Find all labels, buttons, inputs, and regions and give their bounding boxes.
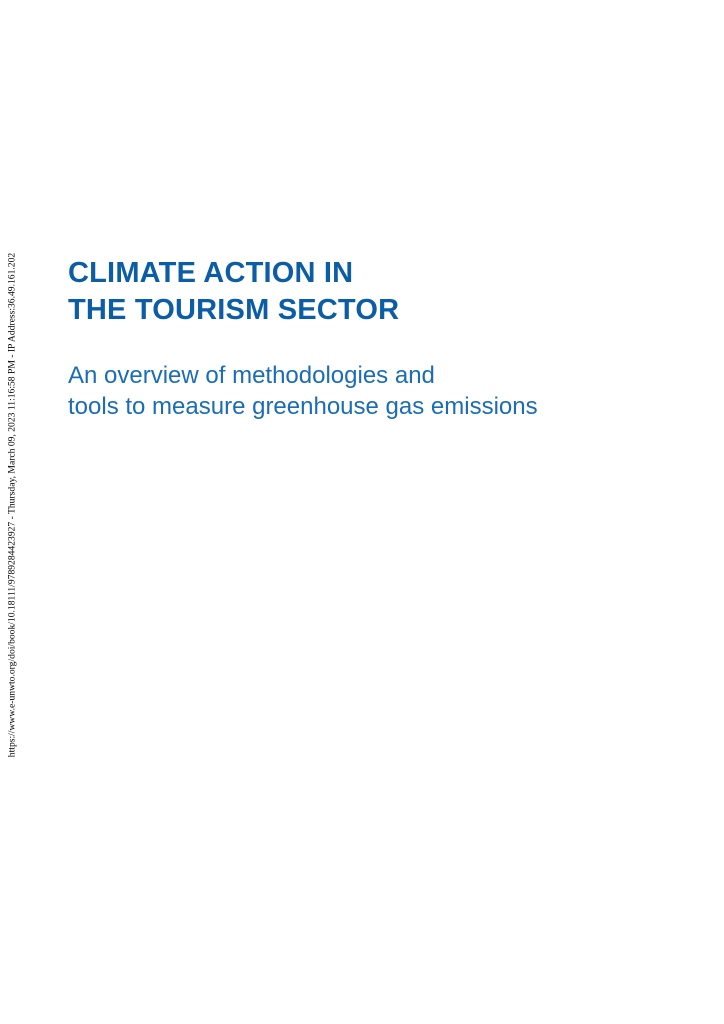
page-title — [68, 255, 688, 329]
subtitle-line-2: tools to measure greenhouse gas emissions — [68, 393, 538, 420]
page-subtitle — [68, 360, 708, 422]
title-line-2: THE TOURISM SECTOR — [68, 294, 400, 326]
subtitle-line-1: An overview of methodologies and — [68, 362, 435, 389]
access-stamp: https://www.e-unwto.org/doi/book/10.18111/9789284423927 - Thursday, March 09, 2023 11:16:58 PM - IP Address:36.49.161.202 — [6, 252, 18, 758]
title-line-1: CLIMATE ACTION IN — [68, 257, 354, 289]
